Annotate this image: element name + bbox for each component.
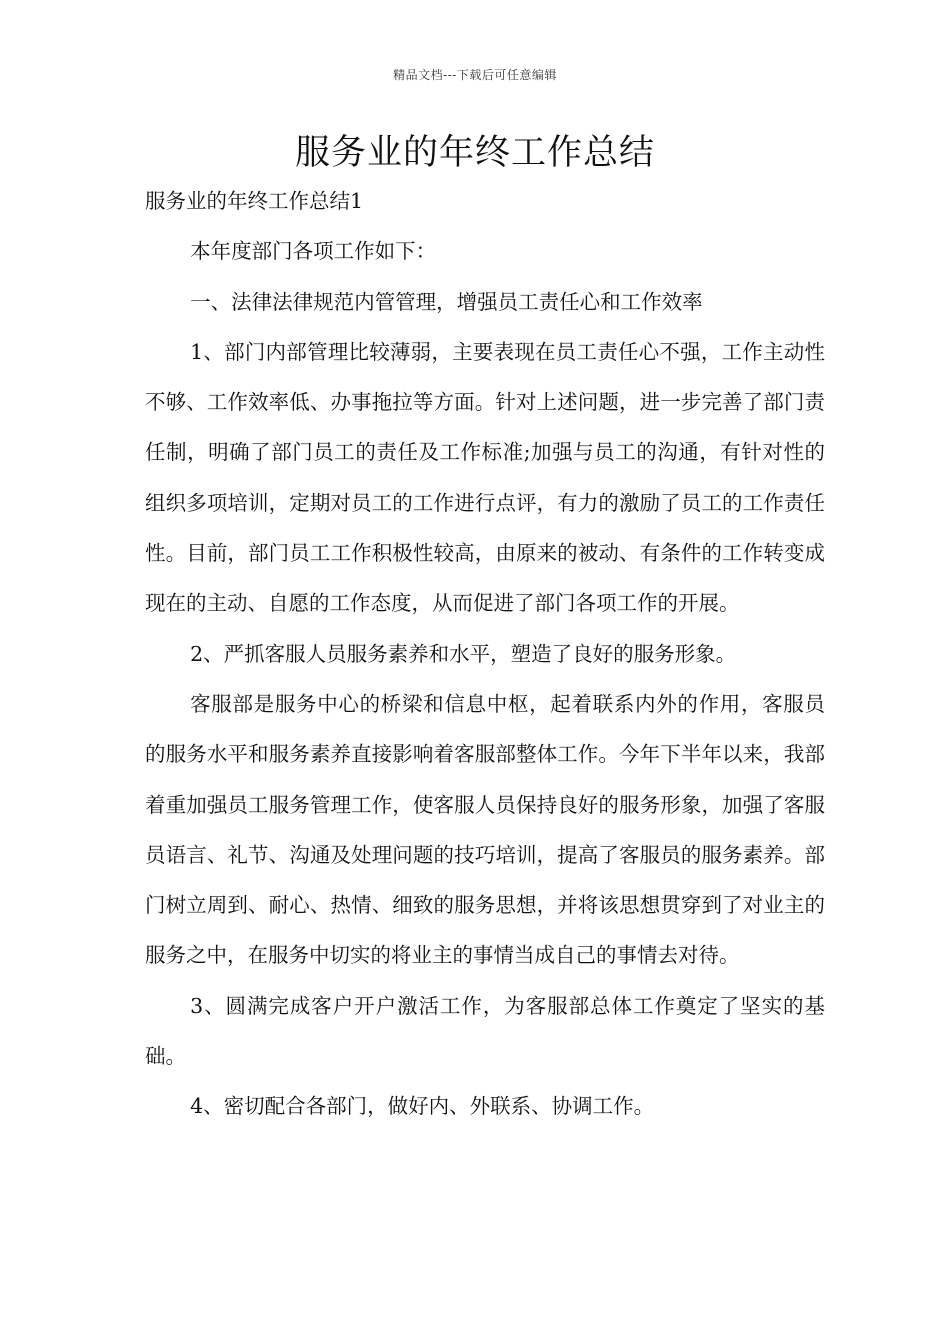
paragraph-item-1: 1、部门内部管理比较薄弱，主要表现在员工责任心不强，工作主动性不够、工作效率低、办事拖拉等方面。针对上述问题，进一步完善了部门责任制，明确了部门员工的责任及工作标准;加强与员工的沟通，有针对性的组织多项培训，定期对员工的工作进行点评，有力的激励了员工的工作责任性。目前，部门员工工作积极性较高，由原来的被动、有条件的工作转变成现在的主动、自愿的工作态度，从而促进了部门各项工作的开展。	[145, 339, 825, 616]
header-note: 精品文档---下载后可任意编辑	[393, 68, 557, 82]
paragraph-intro: 本年度部门各项工作如下：	[190, 239, 437, 264]
document-body	[145, 176, 825, 1132]
paragraph-customer-service: 客服部是服务中心的桥梁和信息中枢，起着联系内外的作用，客服员的服务水平和服务素养直接影响着客服部整体工作。今年下半年以来，我部着重加强员工服务管理工作，使客服人员保持良好的服务形象，加强了客服员语言、礼节、沟通及处理问题的技巧培训，提高了客服员的服务素养。部门树立周到、耐心、热情、细致的服务思想，并将该思想贯穿到了对业主的服务之中，在服务中切实的将业主的事情当成自己的事情去对待。	[145, 691, 825, 968]
paragraph-item-4: 4、密切配合各部门，做好内、外联系、协调工作。	[190, 1094, 655, 1119]
section-heading: 服务业的年终工作总结1	[145, 189, 364, 213]
paragraph-item-3: 3、圆满完成客户开户激活工作，为客服部总体工作奠定了坚实的基础。	[145, 993, 825, 1069]
paragraph-heading-1: 一、法律法律规范内管管理，增强员工责任心和工作效率	[190, 289, 703, 314]
paragraph-item-2: 2、严抓客服人员服务素养和水平，塑造了良好的服务形象。	[190, 641, 737, 666]
document-title: 服务业的年终工作总结	[294, 133, 655, 173]
